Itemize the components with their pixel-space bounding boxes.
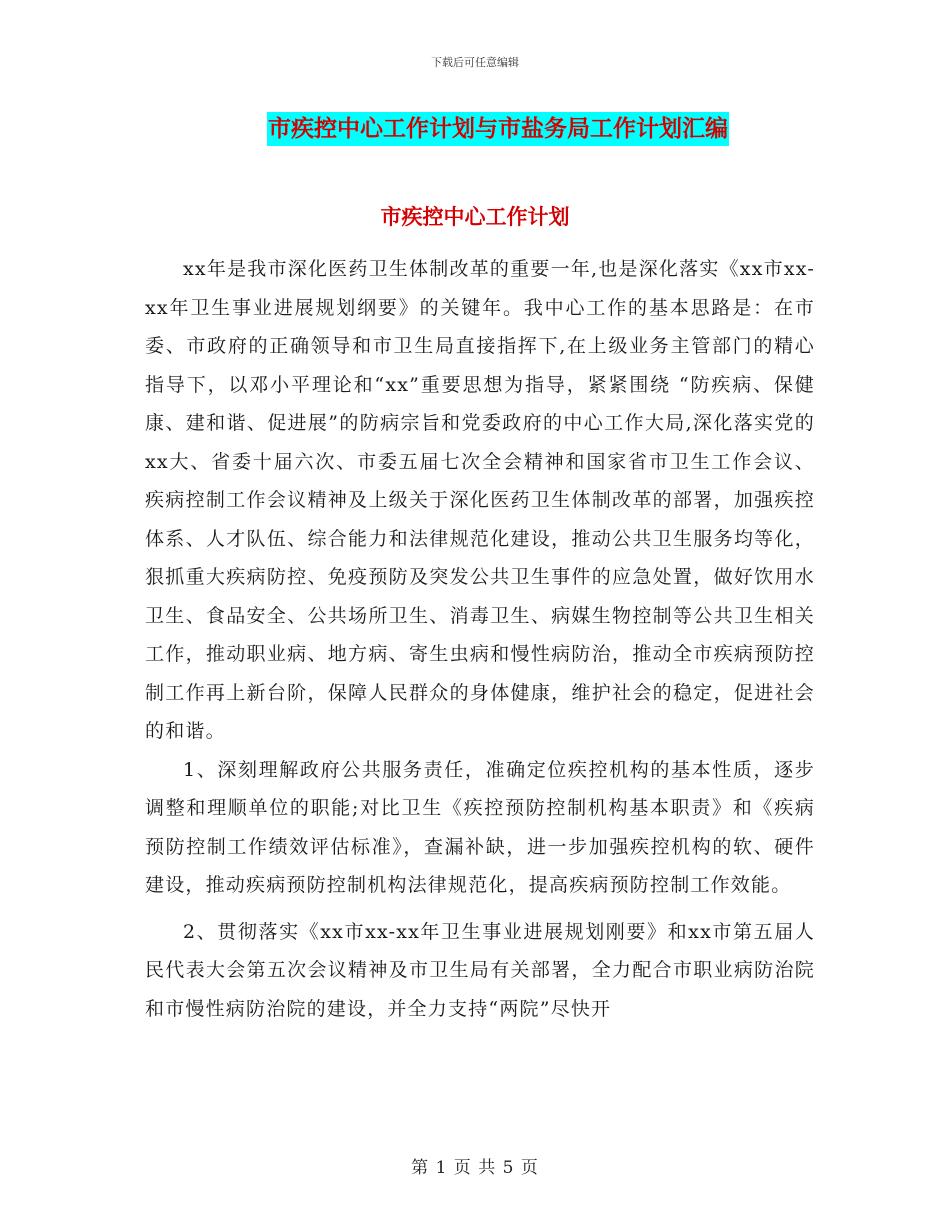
page-footer: 第 1 页 共 5 页 xyxy=(411,1158,539,1178)
paragraph-intro: xx年是我市深化医药卫生体制改革的重要一年,也是深化落实《xx市xx-xx年卫生事业进展规划纲要》的关键年。我中心工作的基本思路是：在市委、市政府的正确领导和市卫生局直接指挥下,在上级业务主管部门的精心指导下，以邓小平理论和“xx”重要思想为指导，紧紧围绕 “防疾病、保健康、建和谐、促进展”的防病宗旨和党委政府的中心工作大局,深化落实党的xx大、省委十届六次、市委五届七次全会精神和国家省市卫生工作会议、疾病控制工作会议精神及上级关于深化医药卫生体制改革的部署，加强疾控体系、人才队伍、综合能力和法律规范化建设，推动公共卫生服务均等化，狠抓重大疾病防控、免疫预防及突发公共卫生事件的应急处置，做好饮用水卫生、食品安全、公共场所卫生、消毒卫生、病媒生物控制等公共卫生相关工作，推动职业病、地方病、寄生虫病和慢性病防治，推动全市疾病预防控制工作再上新台阶，保障人民群众的身体健康，维护社会的稳定，促进社会的和谐。 xyxy=(145,258,815,742)
paragraph-item-2: 2、贯彻落实《xx市xx-xx年卫生事业进展规划刚要》和xx市第五届人民代表大会第五次会议精神及市卫生局有关部署，全力配合市职业病防治院和市慢性病防治院的建设，并全力支持“两院”尽快开 xyxy=(145,920,815,1020)
paragraph-item-1: 1、深刻理解政府公共服务责任，准确定位疾控机构的基本性质，逐步调整和理顺单位的职能;对比卫生《疾控预防控制机构基本职责》和《疾病预防控制工作绩效评估标准》，查漏补缺，进一步加强疾控机构的软、硬件建设，推动疾病预防控制机构法律规范化，提高疾病预防控制工作效能。 xyxy=(145,758,815,896)
document-body xyxy=(145,250,815,1028)
section-title: 市疾控中心工作计划 xyxy=(380,205,570,229)
document-title: 市疾控中心工作计划与市盐务局工作计划汇编 xyxy=(267,112,729,146)
document-title-container xyxy=(0,112,950,146)
page-header-note: 下载后可任意编辑 xyxy=(431,56,519,69)
